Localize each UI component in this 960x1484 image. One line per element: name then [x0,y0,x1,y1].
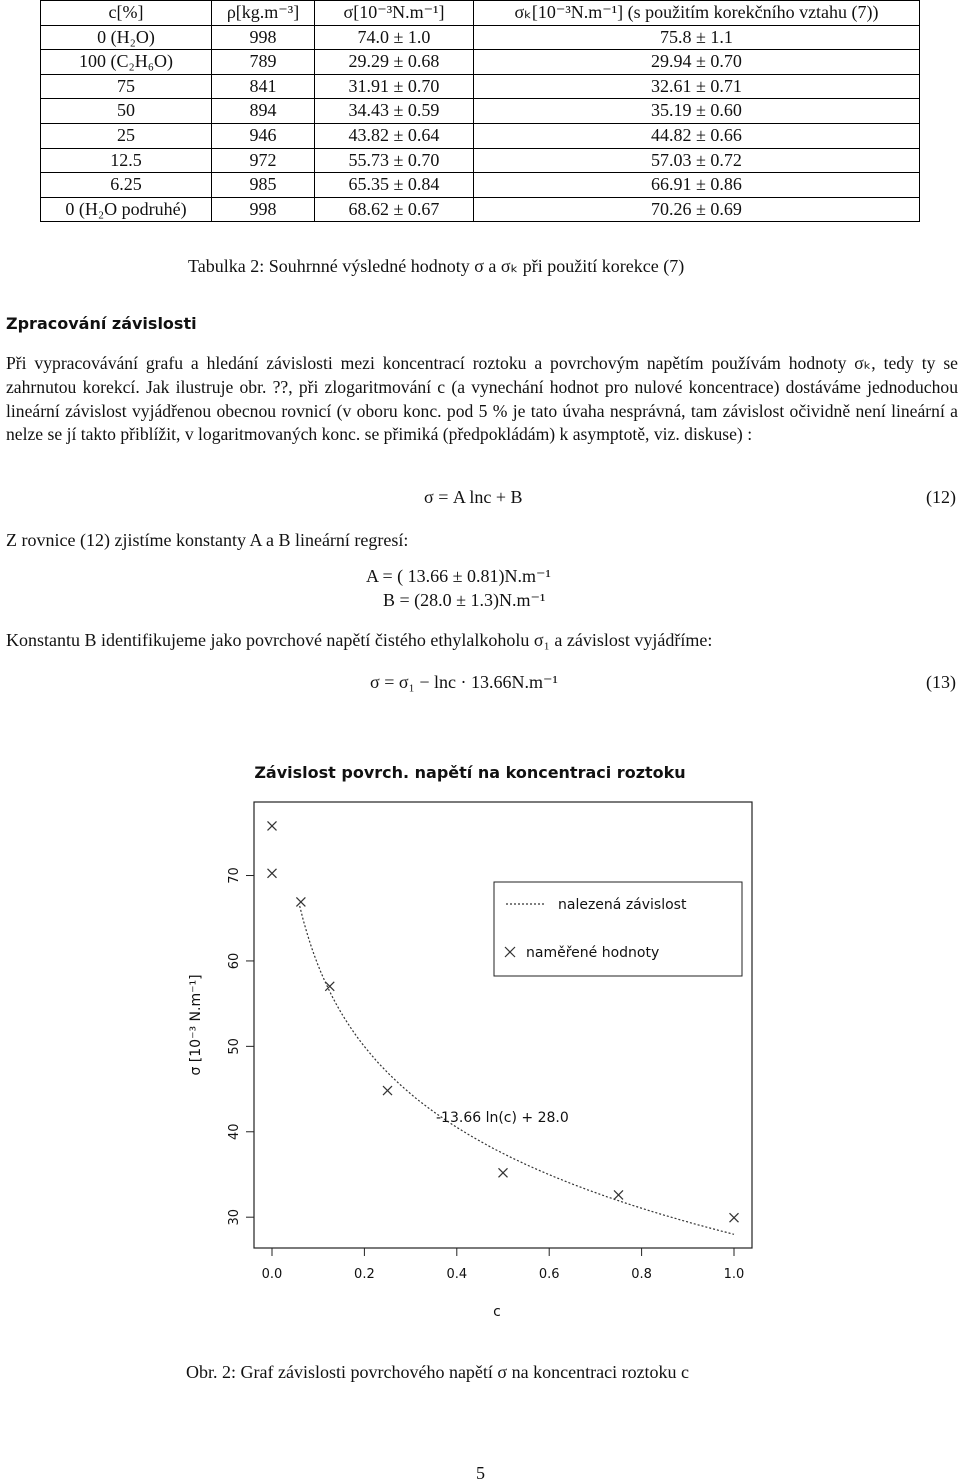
konstantu-text: Konstantu B identifikujeme jako povrchové napětí čistého ethylalkoholu σ₁ a závislost vyjádříme: [6,630,713,650]
table-row [41,148,920,173]
regression-text: Z rovnice (12) zjistíme konstanty A a B lineární regresí: [6,530,409,550]
table-cell: 43.82 ± 0.64 [315,123,474,148]
table-cell: 985 [212,173,315,198]
table-cell: 972 [212,148,315,173]
equation-12-number: (12) [926,487,956,507]
section-heading: Zpracování závislosti [6,314,197,333]
table-cell: 29.94 ± 0.70 [474,50,920,75]
x-tick-label: 0.0 [261,1267,283,1282]
table-cell: 841 [212,74,315,99]
table-cell: 35.19 ± 0.60 [474,99,920,124]
x-tick-label: 0.6 [538,1267,560,1282]
x-tick-label: 0.2 [354,1267,375,1282]
table-cell: 70.26 ± 0.69 [474,197,920,222]
table-header-cell: σ[10⁻³N.m⁻¹] [315,1,474,26]
y-tick-label: 50 [227,1038,242,1055]
table-row [41,123,920,148]
table-header-cell: c[%] [41,1,212,26]
table-cell: 998 [212,197,315,222]
table-cell: 75.8 ± 1.1 [474,25,920,50]
table-cell: 29.29 ± 0.68 [315,50,474,75]
x-tick-label: 1.0 [723,1267,745,1282]
section-paragraph: Při vypracovávání grafu a hledání závislosti mezi koncentrací roztoku a povrchovým napětím používám hodnoty σₖ, tedy ty se zahrnutou korekcí. Jak ilustruje obr. ??, při zlogaritmování c (a vynechání hodnot pro nulové koncentrace) dostáváme jednoduchou lineární závislost vyjádřenou obecnou rovnicí (v oboru konc. pod 5 % je tato úvaha nesprávná, tam závislost očividně není lineární a nelze se jí takto přiblížit, v logaritmovaných konc. se přimiká (předpokládám) k asymptotě, viz. diskuse) : [6,353,958,445]
x-axis-label: c [493,1304,501,1320]
chart-title: Závislost povrch. napětí na koncentraci roztoku [254,763,686,782]
data-point [614,1190,623,1199]
table-cell: 0 (H₂O) [41,25,212,50]
table-cell: 998 [212,25,315,50]
equation-13-number: (13) [926,672,956,692]
table-cell: 100 (C₂H₆O) [41,50,212,75]
table-cell: 789 [212,50,315,75]
table-cell: 55.73 ± 0.70 [315,148,474,173]
table-row [41,99,920,124]
table-cell: 946 [212,123,315,148]
table-cell: 32.61 ± 0.71 [474,74,920,99]
data-point [268,821,277,830]
constant-b: B = (28.0 ± 1.3)N.m⁻¹ [383,590,546,610]
legend-line-label: nalezená závislost [558,897,687,913]
equation-13: σ = σ₁ − lnc · 13.66N.m⁻¹ [370,672,558,692]
table-cell: 68.62 ± 0.67 [315,197,474,222]
data-point [296,897,305,906]
table-row [41,197,920,222]
data-point [383,1086,392,1095]
y-tick-label: 30 [227,1208,242,1226]
y-tick-label: 40 [227,1123,242,1141]
data-point [730,1213,739,1222]
table-cell: 6.25 [41,173,212,198]
fit-annotation: -13.66 ln(c) + 28.0 [436,1110,569,1126]
table-row [41,74,920,99]
table-cell: 57.03 ± 0.72 [474,148,920,173]
y-axis [227,867,254,1225]
table-cell: 50 [41,99,212,124]
table-cell: 31.91 ± 0.70 [315,74,474,99]
y-tick-label: 60 [227,952,242,970]
data-point [268,869,277,878]
table-cell: 0 (H₂O podruhé) [41,197,212,222]
table-header-cell: σₖ[10⁻³N.m⁻¹] (s použitím korekčního vztahu (7)) [474,1,920,26]
table-cell: 894 [212,99,315,124]
surface-tension-chart [170,750,790,1330]
table-caption: Tabulka 2: Souhrnné výsledné hodnoty σ a σₖ při použití korekce (7) [188,256,685,276]
constant-a: A = ( 13.66 ± 0.81)N.m⁻¹ [366,566,551,586]
y-axis-label: σ [10⁻³ N.m⁻¹] [188,974,204,1076]
table-cell: 44.82 ± 0.66 [474,123,920,148]
data-point [499,1168,508,1177]
table-cell: 65.35 ± 0.84 [315,173,474,198]
table-cell: 12.5 [41,148,212,173]
x-tick-label: 0.4 [446,1267,468,1282]
table-row [41,50,920,75]
table-row [41,25,920,50]
y-tick-label: 70 [227,867,242,884]
table-row [41,173,920,198]
results-table [40,0,920,222]
table-cell: 66.91 ± 0.86 [474,173,920,198]
table-cell: 75 [41,74,212,99]
plot-area-frame [254,802,752,1248]
figure-caption: Obr. 2: Graf závislosti povrchového napětí σ na koncentraci roztoku c [186,1362,690,1382]
table-cell: 34.43 ± 0.59 [315,99,474,124]
table-cell: 74.0 ± 1.0 [315,25,474,50]
page-number: 5 [476,1463,485,1483]
table-cell: 25 [41,123,212,148]
legend-point-label: naměřené hodnoty [526,945,660,961]
x-axis [262,1248,745,1282]
table-header-row [41,1,920,26]
table-header-cell: ρ[kg.m⁻³] [212,1,315,26]
equation-12: σ = A lnc + B [424,487,523,507]
x-tick-label: 0.8 [631,1267,652,1282]
